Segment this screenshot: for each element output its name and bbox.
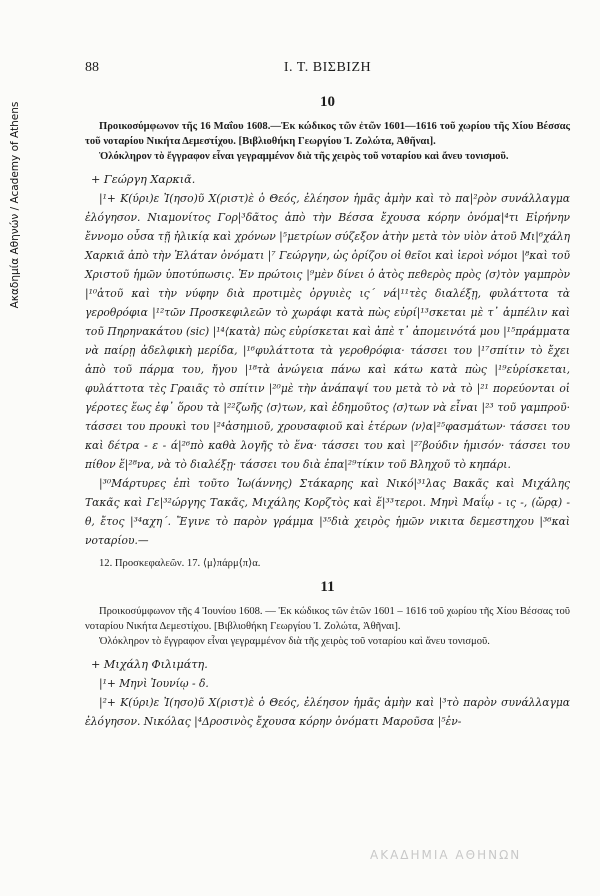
doc-10-paragraph-2: |³⁰Μάρτυρες ἐπὶ τοῦτο Ἰω(άννης) Στάκαρης καὶ Νικό|³¹λας Βακᾶς καὶ Μιχάλης Τακᾶς καὶ Γε|³²ώργης Τακᾶς, Μιχάλης Κορζτὸς καὶ ἕ|³³τεροι. Μηνὶ Μαΐῳ - ις -, (ὥρᾳ) - θ, ἔτος |³⁴αχη΄. Ἔγινε τὸ παρὸν γράμμα |³⁵διὰ χειρὸς ἡμῶν νικιτα δεμεστηχου |³⁶καὶ νοταρίου.— xyxy=(85,477,570,547)
doc-10-heading: Προικοσύμφωνον τῆς 16 Μαΐου 1608.—Ἐκ κώδικος τῶν ἐτῶν 1601—1616 τοῦ χωρίου τῆς Χίου Βέσσας τοῦ νοταρίου Νικήτα Δεμεστίχου. [Βιβλιοθήκη Γεωργίου Ἰ. Ζολώτα, Ἀθῆναι]. xyxy=(85,121,570,147)
doc-11-number: 11 xyxy=(320,579,335,595)
sidebar-text: Ακαδημία Αθηνών / Academy of Athens xyxy=(9,101,21,309)
doc-10-title: + Γεώργη Χαρκιᾶ. xyxy=(91,173,196,186)
doc-10-paragraph-1: |¹+ Κ(ύρι)ε Ἰ(ησο)ῦ Χ(ριστ)ὲ ὁ Θεός, ἐλέησον ἡμᾶς ἀμὴν καὶ τὸ πα|²ρὸν συνάλλαγμα ἐλόγησον. Νιαμονίτος Γορ|³δᾶτος ἀπὸ τὴν Βέσσα ἔχουσα κόρην ὀνόμα|⁴τι Εἰρήνην ἔννομο οὖσα τῇ ἡλικίᾳ καὶ χρόνων |⁵μετρίων σύζεξον ἀτὴν μετὰ τὸν υἱὸν ἀτοῦ Μι|⁶χάλη Χαρκιᾶ ἀπὸ τὴν Ἐλάταν ὀνόματι |⁷ Γεώργην, ὡς ὁρίζου οἱ θεῖοι καὶ ἱεροὶ νόμοι |⁸καὶ τοῦ Χριστοῦ ἡμῶν ὑποτύπωσις. Ἐν πρώτοις |⁹μὲν δίνει ὁ ἀτὸς πεθερὸς πρὸς ⟨σ⟩τὸν γαμπρὸν |¹⁰ἀτοῦ καὶ τὴν νύφην διὰ προτιμὲς ὀργυιὲς ις΄ νά|¹¹τὲς διαλέξῃ, φυλάττοτα τὰ γεροθρόφια |¹²τῶν Προσκεφιλεῶν τὸ χωράφι κατὰ πὼς εὑρί|¹³σκεται μὲ τ᾽ ἀμπέλιν καὶ τοῦ Πηρηνακάτου (sic) |¹⁴⟨κατὰ⟩ πὼς εὑρίσκεται καὶ ἀπὲ τ᾽ ἀπομεινότά μου |¹⁵πράμματα νὰ παίρῃ ἀδελφικὴ μερίδα, |¹⁶φυλάττοτα τὰ γεροθρόφια· τάσσει του |¹⁷σπίτιν τὸ ἔχει ἀπὸ τοῦ πάρμα του, ἤγου |¹⁸τὰ ἀνώγεια πάνω καὶ κάτω κατὰ πὼς |¹⁹εὑρίσκεται, φυλάττοτα τὲς Γραιᾶς τὸ σπίτιν |²⁰μὲ τὴν ἀνάπαψί του μετὰ τὸ νὰ τὸ |²¹ πορεύονται οἱ γέροτες ἕως ἐφ᾽ ὅρου τὰ |²²ζωῆς ⟨σ⟩των, καὶ ἐδημοῦτος ⟨σ⟩των νὰ εἶναι |²³ τοῦ γαμπροῦ· τάσσει του προυκὶ του |²⁴ἀσημιοῦ, χρουσαφιοῦ καὶ ἑτέρων ⟨ν⟩α|²⁵φασμάτων· τάσσει του καὶ δέτρα - ε - ά|²⁶πὸ καθὰ λογῆς τὸ ἕνα· τάσσει του καὶ |²⁷βούδιν ἡμισόν· τάσσει του πίθον ἕ|²⁸να, νὰ τὸ διαλέξῃ· τάσσει του διὰ ἐπα|²⁹τίκιν τοῦ Βληχοῦ τὸ κηπάρι. xyxy=(85,192,570,471)
page-number: 88 xyxy=(85,60,99,75)
doc-11-date-line: |¹+ Μηνὶ Ἰουνίῳ - δ. xyxy=(99,677,209,690)
doc-10-note: Ὁλόκληρον τὸ ἔγγραφον εἶναι γεγραμμένον διὰ τῆς χειρὸς τοῦ νοταρίου καὶ ἄνευ τονισμοῦ. xyxy=(99,151,509,162)
doc-11-note: Ὁλόκληρον τὸ ἔγγραφον εἶναι γεγραμμένον διὰ τῆς χειρὸς τοῦ νοταρίου καὶ ἄνευ τονισμοῦ. xyxy=(99,636,490,647)
doc-11-title: + Μιχάλη Φιλιμάτη. xyxy=(91,658,208,671)
doc-11-body xyxy=(85,674,570,731)
doc-10-number: 10 xyxy=(320,94,335,110)
doc-10-footnote: 12. Προσκεφαλεῶν. 17. ⟨μ⟩πάρμ⟨π⟩α. xyxy=(99,558,261,569)
doc-10-body xyxy=(85,189,570,550)
watermark: ΑΚΑΔΗΜΙΑ ΑΘΗΝΩΝ xyxy=(370,848,522,862)
page xyxy=(85,60,570,731)
sidebar-label xyxy=(6,40,24,370)
running-head xyxy=(85,60,570,82)
running-author: Ι. Τ. ΒΙΣΒΙΖΗ xyxy=(283,60,372,75)
doc-11-heading: Προικοσύμφωνον τῆς 4 Ἰουνίου 1608. — Ἐκ κώδικος τῶν ἐτῶν 1601 – 1616 τοῦ χωρίου τῆς Χίου Βέσσας τοῦ νοταρίου Νικήτα Δεμεστίχου. [Βιβλιοθήκη Γεωργίου Ἰ. Ζολώτα, Ἀθῆναι]. xyxy=(85,606,570,632)
doc-11-paragraph-1: |²+ Κ(ύρι)ε Ἰ(ησο)ῦ Χ(ριστ)ὲ ὁ Θεός, ἐλέησον ἡμᾶς ἀμὴν καὶ |³τὸ παρὸν συνάλλαγμα ἐλόγησον. Νικόλας |⁴Δροσινὸς ἔχουσα κόρην ὀνόματι Μαροῦσα |⁵ἐν- xyxy=(85,696,570,728)
